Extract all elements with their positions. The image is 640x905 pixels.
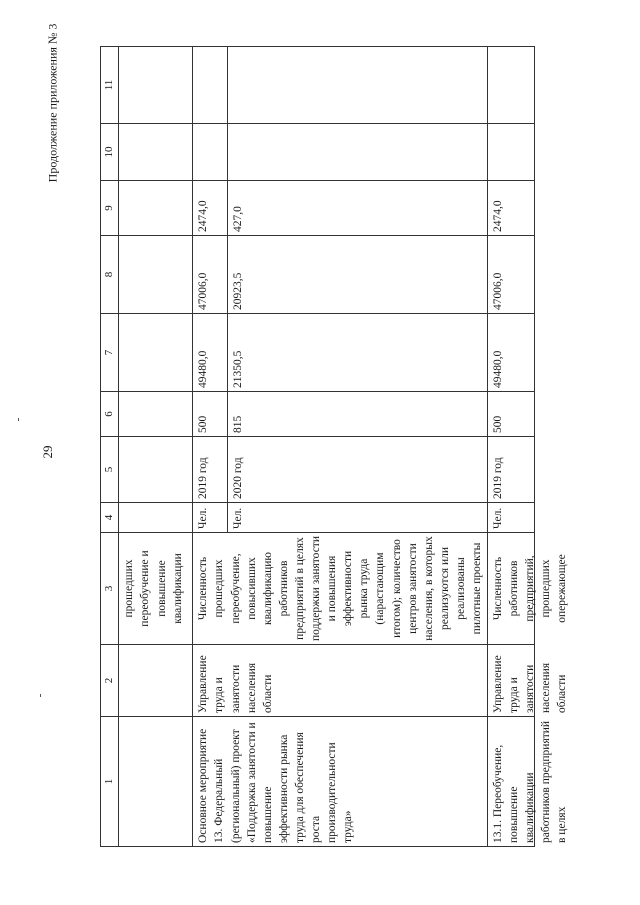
program-measures-table bbox=[100, 46, 569, 847]
finance-cell bbox=[488, 47, 535, 124]
finance-federal-cell: 47006,0 bbox=[193, 236, 228, 314]
unit-cell: Чел. bbox=[488, 503, 535, 533]
unit-cell: Чел. bbox=[193, 503, 228, 533]
finance-total-cell: 21350,5 bbox=[228, 314, 488, 392]
indicator-cell bbox=[488, 533, 569, 645]
executor-cell: Управление труда и занятости населения области bbox=[193, 645, 488, 717]
finance-cell bbox=[488, 124, 535, 181]
column-number: 11 bbox=[101, 47, 119, 124]
table-cell bbox=[119, 47, 193, 124]
margin-mark bbox=[40, 694, 41, 697]
year-cell: 2020 год bbox=[228, 437, 488, 503]
measure-cell: Основное мероприятие 13. Федеральный (региональный) проект «Поддержка занятости и повышение эффективности рынка труда для обеспечения роста производительности труда» bbox=[193, 717, 488, 847]
table-cell bbox=[119, 236, 193, 314]
clipped-text: 13.1. Переобучение, повышение квалификации работников предприятий в целях bbox=[492, 720, 569, 843]
year-cell: 2019 год bbox=[488, 437, 535, 503]
clipped-text: Управление труда и занятости населения области bbox=[492, 655, 569, 713]
executor-cell bbox=[488, 645, 569, 717]
indicator-cell: Численность прошедших переобучение, повысивших квалификацию работников предприятий в целях поддержки занятости и повышения эффективности рынка труда (нарастающим итогом); количество центров занятости населения, в которых реализуются или реализованы пилотные проекты bbox=[193, 533, 488, 645]
year-cell: 2019 год bbox=[193, 437, 228, 503]
unit-cell: Чел. bbox=[228, 503, 488, 533]
column-number: 3 bbox=[101, 533, 119, 645]
appendix-continuation-note: Продолжение приложения № 3 bbox=[45, 23, 60, 183]
finance-regional-cell: 2474,0 bbox=[193, 181, 228, 236]
table-cell bbox=[119, 314, 193, 392]
column-number: 7 bbox=[101, 314, 119, 392]
column-number: 4 bbox=[101, 503, 119, 533]
column-number: 8 bbox=[101, 236, 119, 314]
finance-total-cell: 49480,0 bbox=[488, 314, 535, 392]
column-number-row bbox=[101, 47, 119, 847]
margin-mark bbox=[18, 418, 19, 421]
measure-13-1-row bbox=[488, 47, 535, 847]
indicator-cell: прошедших переобучение и повышение квалификации bbox=[119, 533, 193, 645]
finance-cell bbox=[193, 124, 228, 181]
column-number: 2 bbox=[101, 645, 119, 717]
table-cell bbox=[119, 392, 193, 437]
finance-regional-cell: 2474,0 bbox=[488, 181, 535, 236]
finance-total-cell: 49480,0 bbox=[193, 314, 228, 392]
table-cell bbox=[119, 645, 193, 717]
table-cell bbox=[119, 503, 193, 533]
table-cell bbox=[119, 717, 193, 847]
finance-cell bbox=[193, 47, 228, 124]
column-number: 9 bbox=[101, 181, 119, 236]
finance-federal-cell: 20923,5 bbox=[228, 236, 488, 314]
finance-federal-cell: 47006,0 bbox=[488, 236, 535, 314]
column-number: 10 bbox=[101, 124, 119, 181]
indicator-value-cell: 500 bbox=[488, 392, 535, 437]
column-number: 1 bbox=[101, 717, 119, 847]
table-cell bbox=[119, 124, 193, 181]
finance-cell bbox=[228, 124, 488, 181]
table-cell bbox=[119, 437, 193, 503]
indicator-value-cell: 815 bbox=[228, 392, 488, 437]
measure-cell bbox=[488, 717, 569, 847]
measure-13-row bbox=[193, 47, 228, 847]
column-number: 5 bbox=[101, 437, 119, 503]
indicator-value-cell: 500 bbox=[193, 392, 228, 437]
table-cell bbox=[119, 181, 193, 236]
continuation-row bbox=[119, 47, 193, 847]
page-number: 29 bbox=[40, 445, 55, 459]
clipped-text: Численность работников предприятий, прошедших опережающее bbox=[492, 554, 569, 623]
finance-cell bbox=[228, 47, 488, 124]
rotated-table-area bbox=[100, 47, 590, 847]
finance-regional-cell: 427,0 bbox=[228, 181, 488, 236]
column-number: 6 bbox=[101, 392, 119, 437]
